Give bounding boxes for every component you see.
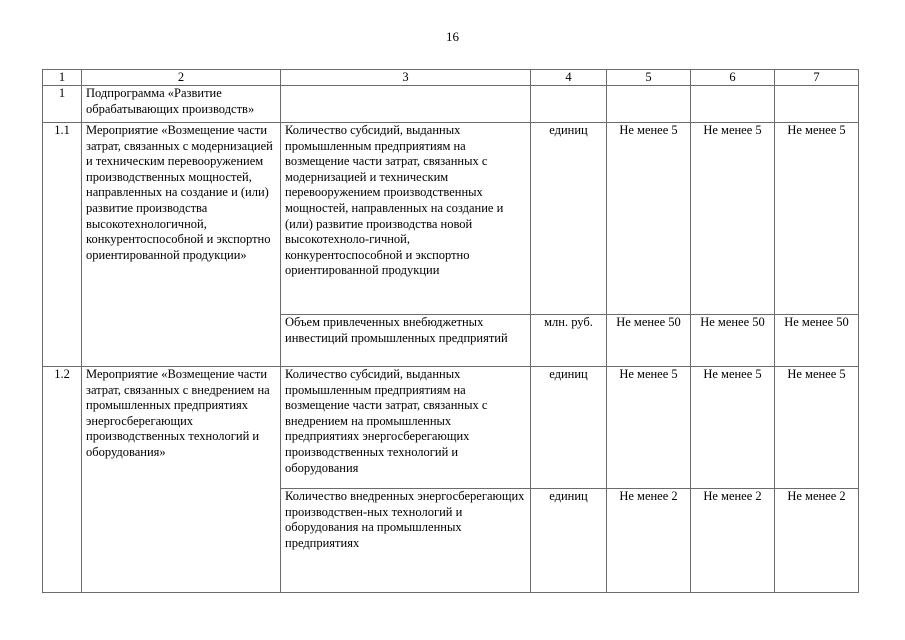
measure-name: Мероприятие «Возмещение части затрат, связанных с внедрением на промышленных предприятиях энергосберегающих производственных технологий и оборудования»: [82, 367, 281, 593]
indicator-value-7: Не менее 50: [775, 315, 859, 367]
indicator-name: Объем привлеченных внебюджетных инвестиций промышленных предприятий: [281, 315, 531, 367]
empty-cell: [607, 86, 691, 123]
indicator-value-6: Не менее 5: [691, 367, 775, 489]
header-cell: 2: [82, 70, 281, 86]
measure-name: Мероприятие «Возмещение части затрат, связанных с модернизацией и техническим перевооружением производственных мощностей, направленных на создание и (или) развитие производства высокотехнологичной, конкурентоспособной и экспортно ориентированной продукции»: [82, 123, 281, 367]
indicator-unit: единиц: [531, 367, 607, 489]
page-number: 16: [446, 29, 459, 44]
row-number: 1: [43, 86, 82, 123]
indicator-value-7: Не менее 5: [775, 123, 859, 315]
indicator-value-5: Не менее 50: [607, 315, 691, 367]
indicator-value-7: Не менее 2: [775, 489, 859, 593]
empty-cell: [281, 86, 531, 123]
header-cell: 6: [691, 70, 775, 86]
indicator-unit: единиц: [531, 123, 607, 315]
indicator-unit: единиц: [531, 489, 607, 593]
header-cell: 1: [43, 70, 82, 86]
empty-cell: [775, 86, 859, 123]
row-number: 1.2: [43, 367, 82, 593]
row-number: 1.1: [43, 123, 82, 367]
indicator-value-5: Не менее 5: [607, 123, 691, 315]
header-cell: 7: [775, 70, 859, 86]
empty-cell: [691, 86, 775, 123]
indicator-value-6: Не менее 2: [691, 489, 775, 593]
indicator-value-7: Не менее 5: [775, 367, 859, 489]
table-header-row: [43, 70, 859, 86]
empty-cell: [531, 86, 607, 123]
indicator-unit: млн. руб.: [531, 315, 607, 367]
header-cell: 5: [607, 70, 691, 86]
indicator-value-5: Не менее 5: [607, 367, 691, 489]
indicator-name: Количество субсидий, выданных промышленным предприятиям на возмещение части затрат, связанных с модернизацией и техническим перевооружением производственных мощностей, направленных на создание и (или) развитие производства новой высокотехноло-гичной, конкурентоспособной и экспортно ориентированной продукции: [281, 123, 531, 315]
indicators-table: [42, 69, 859, 593]
table-row-subprogram: [43, 86, 859, 123]
subprogram-name: Подпрограмма «Развитие обрабатывающих производств»: [82, 86, 281, 123]
header-cell: 3: [281, 70, 531, 86]
table-row: [43, 123, 859, 315]
indicator-name: Количество субсидий, выданных промышленным предприятиям на возмещение части затрат, связанных с внедрением на промышленных предприятиях энергосберегающих производственных технологий и оборудования: [281, 367, 531, 489]
indicator-value-6: Не менее 50: [691, 315, 775, 367]
indicator-name: Количество внедренных энергосберегающих производствен-ных технологий и оборудования на промышленных предприятиях: [281, 489, 531, 593]
indicator-value-5: Не менее 2: [607, 489, 691, 593]
indicator-value-6: Не менее 5: [691, 123, 775, 315]
table-row: [43, 367, 859, 489]
header-cell: 4: [531, 70, 607, 86]
